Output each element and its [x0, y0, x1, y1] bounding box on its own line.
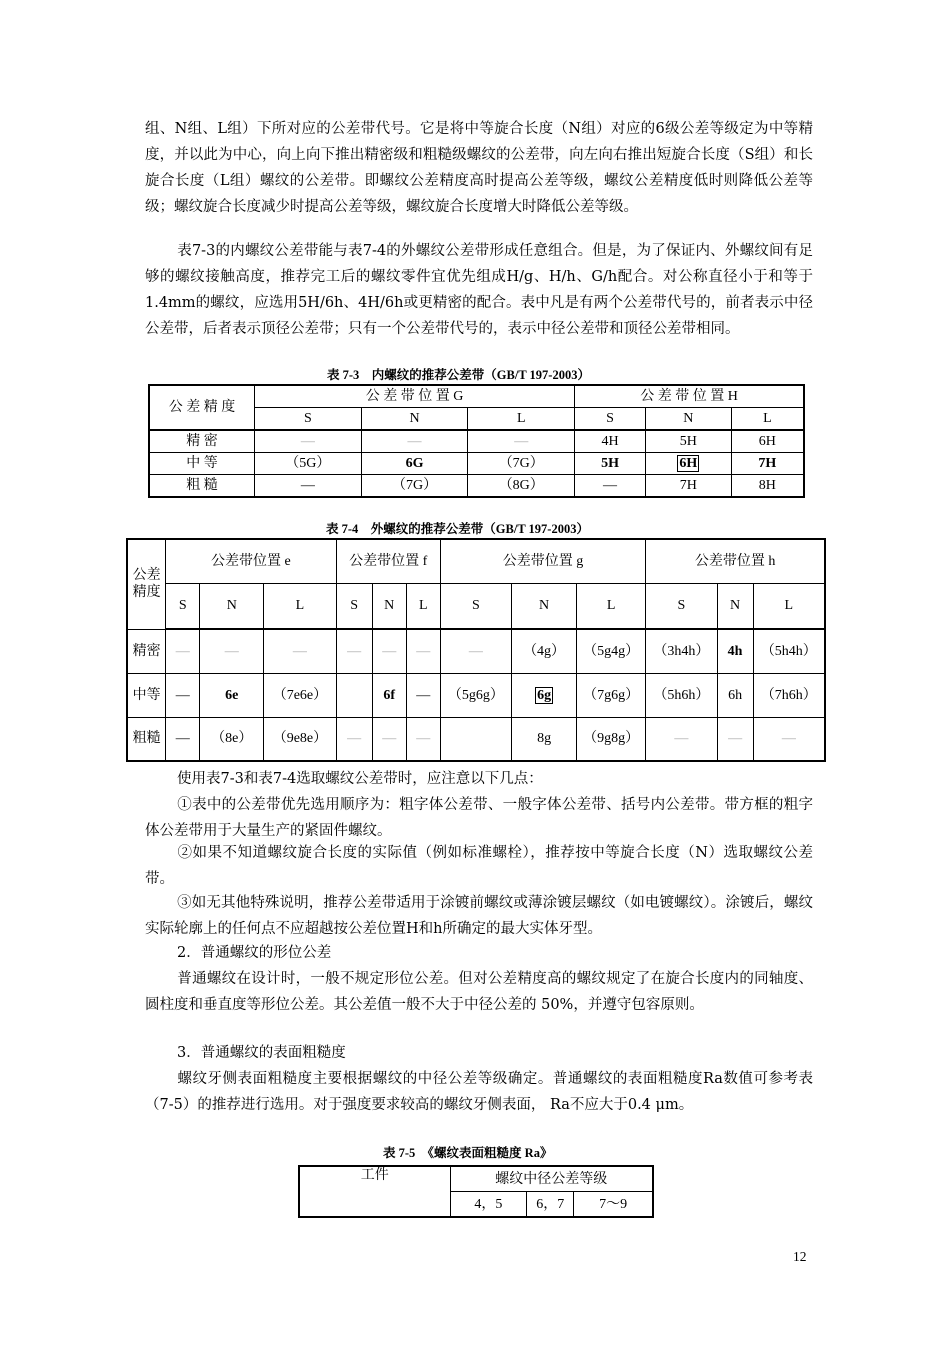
cell: 7H [731, 453, 804, 475]
cell: 6e [200, 673, 264, 717]
sub-header: S [255, 408, 362, 431]
cell: （3h4h） [646, 629, 717, 673]
cell: — [255, 430, 362, 453]
corner-header: 公差精度 [127, 539, 166, 629]
cell: 8g [512, 717, 577, 761]
sub-header: L [264, 583, 336, 629]
sub-header: 7～9 [574, 1192, 653, 1218]
cell: （9e8e） [264, 717, 336, 761]
sub-header: S [646, 583, 717, 629]
group-header: 螺纹中径公差等级 [450, 1166, 653, 1192]
cell: — [361, 430, 468, 453]
section-heading-2-text: 2．普通螺纹的形位公差 [177, 945, 332, 961]
row-label: 精密 [127, 629, 166, 673]
paragraph-10 [145, 1066, 813, 1118]
cell: — [255, 475, 362, 498]
cell: 6h [717, 673, 753, 717]
table-row [127, 629, 825, 673]
cell: — [406, 629, 440, 673]
paragraph-4-text: ①表中的公差带优先选用顺序为：粗字体公差带、一般字体公差带、括号内公差带。带方框的粗字体公差带用于大量生产的紧固件螺纹。 [145, 797, 813, 839]
table-7-5-caption: 表 7-5 《螺纹表面粗糙度 Ra》 [383, 1146, 553, 1160]
cell: — [200, 629, 264, 673]
cell: — [753, 717, 825, 761]
table-row [149, 453, 804, 475]
cell: — [646, 717, 717, 761]
group-header-f: 公差带位置 f [336, 539, 440, 583]
cell: （7g6g） [577, 673, 646, 717]
sub-header: N [717, 583, 753, 629]
cell: — [336, 629, 372, 673]
row-label: 中 等 [149, 453, 255, 475]
paragraph-3-text: 使用表7-3和表7-4选取螺纹公差带时，应注意以下几点： [177, 771, 543, 787]
cell: — [372, 717, 406, 761]
sub-header: N [361, 408, 468, 431]
sub-header: N [512, 583, 577, 629]
boxed-value: 6H [679, 456, 698, 471]
boxed-value: 6g [537, 687, 552, 703]
cell-boxed [512, 673, 577, 717]
cell: （5h6h） [646, 673, 717, 717]
corner-header: 工件 [299, 1166, 450, 1217]
sub-header: S [440, 583, 511, 629]
group-header-h: 公差带位置 h [646, 539, 825, 583]
cell: （8e） [200, 717, 264, 761]
sub-header: L [577, 583, 646, 629]
cell: — [717, 717, 753, 761]
cell: （5g4g） [577, 629, 646, 673]
sub-header: S [575, 408, 646, 431]
section-heading-3 [145, 1040, 813, 1066]
table-7-4 [126, 538, 826, 762]
cell: 5H [575, 453, 646, 475]
cell: （7G） [361, 475, 468, 498]
cell: — [166, 673, 200, 717]
page-number: 12 [793, 1249, 807, 1264]
group-header-e: 公差带位置 e [166, 539, 336, 583]
cell: （7h6h） [753, 673, 825, 717]
sub-header: N [200, 583, 264, 629]
table-7-3-caption: 表 7-3 内螺纹的推荐公差带（GB/T 197-2003） [327, 368, 590, 382]
paragraph-5 [145, 840, 813, 892]
paragraph-3 [145, 766, 813, 792]
sub-header: N [645, 408, 731, 431]
sub-header: L [731, 408, 804, 431]
cell: 6f [372, 673, 406, 717]
group-header-H: 公 差 带 位 置 H [575, 385, 804, 408]
group-header-G: 公 差 带 位 置 G [255, 385, 575, 408]
cell: 8H [731, 475, 804, 498]
table-row [127, 673, 825, 717]
cell: （7G） [468, 453, 575, 475]
row-label: 粗 糙 [149, 475, 255, 498]
sub-header: L [406, 583, 440, 629]
cell: （8G） [468, 475, 575, 498]
cell: （5h4h） [753, 629, 825, 673]
paragraph-8 [145, 966, 813, 1018]
cell-boxed [645, 453, 731, 475]
cell: 7H [645, 475, 731, 498]
table-row [149, 475, 804, 498]
row-label: 中等 [127, 673, 166, 717]
sub-header: S [336, 583, 372, 629]
section-heading-2 [145, 940, 813, 966]
table-row [149, 430, 804, 453]
paragraph-6-text: ③如无其他特殊说明，推荐公差带适用于涂镀前螺纹或薄涂镀层螺纹（如电镀螺纹）。涂镀后，螺纹实际轮廓上的任何点不应超越按公差位置H和h所确定的最大实体牙型。 [145, 895, 813, 937]
cell: — [372, 629, 406, 673]
cell: — [336, 717, 372, 761]
cell: 4H [575, 430, 646, 453]
cell: （7e6e） [264, 673, 336, 717]
cell [336, 673, 372, 717]
cell: 4h [717, 629, 753, 673]
row-label: 粗糙 [127, 717, 166, 761]
cell: 6G [361, 453, 468, 475]
sub-header: 4，5 [450, 1192, 527, 1218]
cell: （5g6g） [440, 673, 511, 717]
cell: — [166, 629, 200, 673]
sub-header: L [753, 583, 825, 629]
cell: — [264, 629, 336, 673]
table-7-5 [298, 1165, 654, 1218]
sub-header: N [372, 583, 406, 629]
cell: — [468, 430, 575, 453]
cell: — [440, 629, 511, 673]
paragraph-4 [145, 792, 813, 844]
table-row [127, 717, 825, 761]
row-label: 精 密 [149, 430, 255, 453]
group-header-g: 公差带位置 g [440, 539, 645, 583]
table-7-3 [148, 384, 805, 498]
cell [440, 717, 511, 761]
paragraph-5-text: ②如果不知道螺纹旋合长度的实际值（例如标准螺栓），推荐按中等旋合长度（N）选取螺纹公差带。 [145, 845, 813, 887]
table-7-4-caption: 表 7-4 外螺纹的推荐公差带（GB/T 197-2003） [326, 522, 589, 536]
sub-header: 6，7 [527, 1192, 574, 1218]
sub-header: L [468, 408, 575, 431]
cell: （5G） [255, 453, 362, 475]
cell: — [406, 673, 440, 717]
cell: — [166, 717, 200, 761]
sub-header: S [166, 583, 200, 629]
paragraph-2-text: 表7-3的内螺纹公差带能与表7-4的外螺纹公差带形成任意组合。但是，为了保证内、外螺纹间有足够的螺纹接触高度，推荐完工后的螺纹零件宜优先组成H/g、H/h、G/h配合。对公称直径小于和等于1.4mm的螺纹，应选用5H/6h、4H/6h或更精密的配合。表中凡是有两个公差带代号的，前者表示中径公差带，后者表示顶径公差带；只有一个公差带代号的，表示中径公差带和顶径公差带相同。 [145, 243, 813, 337]
cell: 6H [731, 430, 804, 453]
corner-header: 公 差 精 度 [149, 385, 255, 430]
section-heading-3-text: 3．普通螺纹的表面粗糙度 [177, 1045, 346, 1061]
paragraph-1: 组、N组、L组）下所对应的公差带代号。它是将中等旋合长度（N组）对应的6级公差等级定为中等精度，并以此为中心，向上向下推出精密级和粗糙级螺纹的公差带，向左向右推出短旋合长度（S组）和长旋合长度（L组）螺纹的公差带。即螺纹公差精度高时提高公差等级，螺纹公差精度低时则降低公差等级；螺纹旋合长度减少时提高公差等级，螺纹旋合长度增大时降低公差等级。 [145, 121, 813, 215]
cell: 5H [645, 430, 731, 453]
cell: — [406, 717, 440, 761]
paragraph-2 [145, 238, 813, 342]
paragraph-10-text: 螺纹牙侧表面粗糙度主要根据螺纹的中径公差等级确定。普通螺纹的表面粗糙度Ra数值可参考表（7-5）的推荐进行选用。对于强度要求较高的螺纹牙侧表面， Ra不应大于0.4 μm。 [145, 1071, 813, 1113]
cell: — [575, 475, 646, 498]
cell: （9g8g） [577, 717, 646, 761]
paragraph-8-text: 普通螺纹在设计时，一般不规定形位公差。但对公差精度高的螺纹规定了在旋合长度内的同轴度、圆柱度和垂直度等形位公差。其公差值一般不大于中径公差的 50%，并遵守包容原则。 [145, 971, 813, 1013]
paragraph-6 [145, 890, 813, 942]
cell: （4g） [512, 629, 577, 673]
